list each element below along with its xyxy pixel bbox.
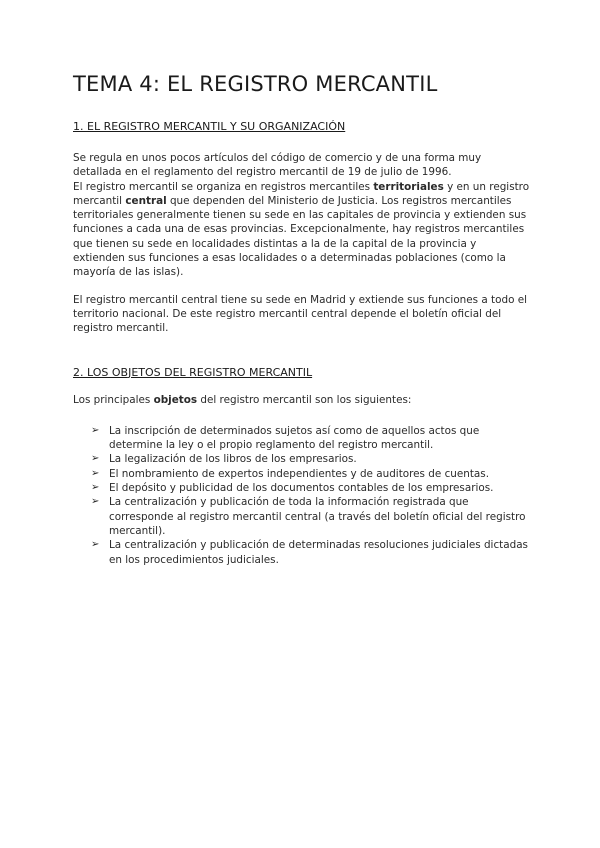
list-item-text: El nombramiento de expertos independientes y de auditores de cuentas.	[109, 467, 489, 480]
arrow-bullet-icon: ➢	[91, 467, 100, 479]
list-item-text: La centralización y publicación de toda la información registrada que corresponde al registro mercantil central (a través del boletín oficial del registro mercantil).	[109, 496, 526, 537]
section-2-intro	[73, 393, 530, 407]
list-item	[91, 495, 530, 538]
list-item	[91, 481, 530, 495]
objects-list	[73, 424, 530, 567]
arrow-bullet-icon: ➢	[91, 424, 100, 436]
section-2-heading: 2. LOS OBJETOS DEL REGISTRO MERCANTIL	[73, 365, 313, 379]
text-run: Los principales	[73, 393, 154, 406]
arrow-bullet-icon: ➢	[91, 453, 100, 465]
list-item	[91, 538, 530, 567]
text-run: del registro mercantil son los siguientes:	[197, 393, 412, 406]
section-1-paragraph-2: El registro mercantil central tiene su sede en Madrid y extiende sus funciones a todo el territorio nacional. De este registro mercantil central depende el boletín oficial del registro mercantil.	[73, 293, 528, 335]
list-item-text: La legalización de los libros de los empresarios.	[109, 453, 357, 466]
arrow-bullet-icon: ➢	[91, 496, 100, 508]
text-run: El registro mercantil se organiza en registros mercantiles	[73, 180, 374, 193]
section-1-heading: 1. EL REGISTRO MERCANTIL Y SU ORGANIZACIÓN	[73, 120, 346, 133]
page-title: TEMA 4: EL REGISTRO MERCANTIL	[73, 72, 438, 96]
text-run: y en un registro mercantil	[73, 180, 530, 207]
list-item-text: El depósito y publicidad de los documentos contables de los empresarios.	[109, 482, 494, 495]
arrow-bullet-icon: ➢	[91, 539, 100, 551]
list-item	[91, 467, 530, 481]
list-item	[91, 424, 530, 453]
text-run: Se regula en unos pocos artículos del código de comercio y de una forma muy detallada en el reglamento del registro mercantil de 19 de julio de 1996.	[73, 152, 482, 179]
list-item	[91, 452, 530, 466]
list-item-text: La inscripción de determinados sujetos así como de aquellos actos que determine la ley o el propio reglamento del registro mercantil.	[109, 424, 480, 452]
list-item-text: La centralización y publicación de determinadas resoluciones judiciales dictadas en los procedimientos judiciales.	[109, 539, 528, 566]
bold-term: territoriales	[373, 180, 444, 193]
text-run: que dependen del Ministerio de Justicia. Los registros mercantiles territoriales generalmente tienen su sede en las capitales de provincia y extienden sus funciones a cada una de esas provincias. Excepcionalmente, hay registros mercantiles que tienen su sede en localidades distintas a la de la capital de la provincia y extienden sus funciones a esas localidades o a determinadas poblaciones (como la mayoría de las islas).	[73, 194, 527, 279]
arrow-bullet-icon: ➢	[91, 482, 100, 494]
bold-term: objetos	[153, 393, 198, 406]
bold-term: central	[125, 194, 167, 207]
section-1-paragraph-1	[73, 151, 530, 280]
